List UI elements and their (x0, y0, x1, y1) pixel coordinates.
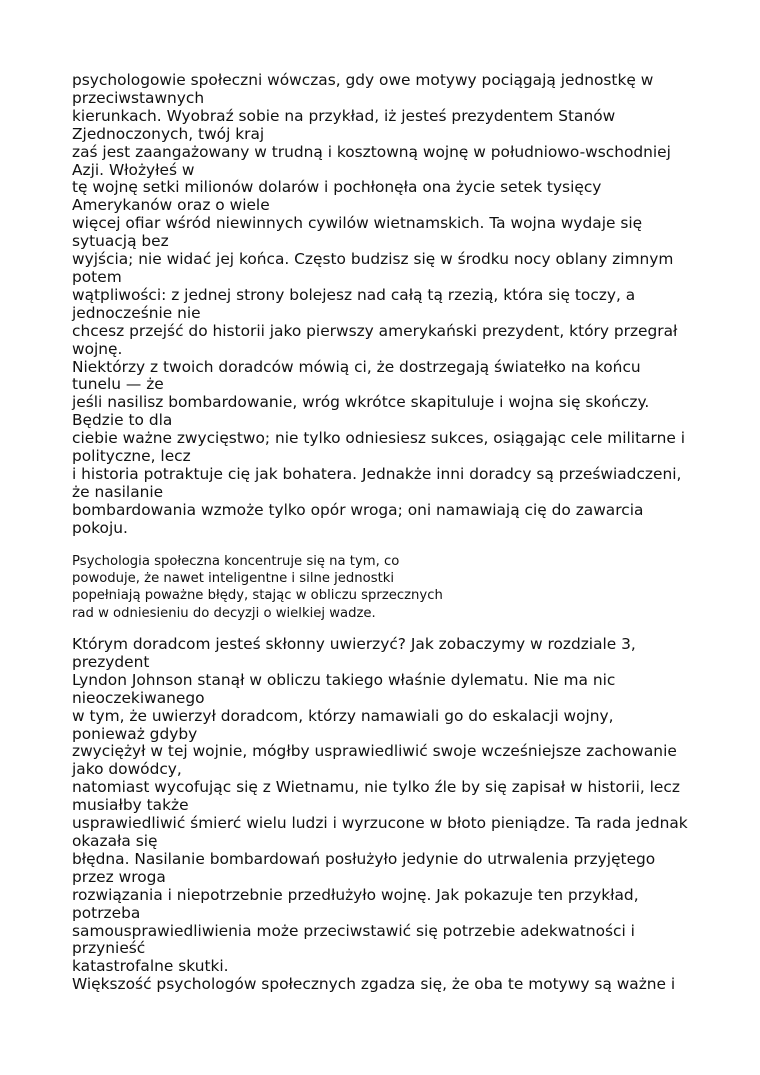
text-line: katastrofalne skutki. (72, 957, 229, 976)
callout-text (72, 553, 700, 622)
text-line: błędna. Nasilanie bombardowań posłużyło jedynie do utrwalenia przyjętego (72, 849, 656, 868)
text-line: jeśli nasilisz bombardowanie, wróg wkrótce skapituluje i wojna się skończy. (72, 393, 650, 412)
text-line: zwyciężył w tej wojnie, mógłby usprawiedliwić swoje wcześniejsze zachowanie (72, 742, 677, 761)
text-line: Będzie to dla (72, 411, 173, 430)
text-line: okazała się (72, 831, 158, 850)
text-line: przynieść (72, 939, 146, 958)
text-line: prezydent (72, 652, 150, 671)
text-line: popełniają poważne błędy, stając w obliczu sprzecznych (72, 588, 443, 604)
text-line: wojnę. (72, 339, 123, 358)
text-line: rad w odniesieniu do decyzji o wielkiej wadze. (72, 605, 376, 621)
text-line: i historia potraktuje cię jak bohatera. Jednakże inni doradcy są przeświadczeni, (72, 464, 682, 483)
paragraph-1 (72, 72, 700, 538)
text-line: przeciwstawnych (72, 88, 205, 107)
text-line: polityczne, lecz (72, 447, 191, 466)
text-line: bombardowania wzmoże tylko opór wroga; oni namawiają cię do zawarcia (72, 500, 644, 519)
text-line: natomiast wycofując się z Wietnamu, nie tylko źle by się zapisał w historii, lecz (72, 778, 680, 797)
text-line: jednocześnie nie (72, 303, 201, 322)
text-line: pokoju. (72, 518, 128, 537)
text-line: Którym doradcom jesteś skłonny uwierzyć? Jak zobaczymy w rozdziale 3, (72, 635, 636, 653)
text-line: wątpliwości: z jednej strony bolejesz nad całą tą rzezią, która się toczy, a (72, 285, 636, 304)
text-line: Większość psychologów społecznych zgadza się, że oba te motywy są ważne i (72, 975, 676, 994)
text-line: Amerykanów oraz o wiele (72, 196, 270, 215)
text-line: tunelu — że (72, 375, 164, 394)
text-line: samousprawiedliwienia może przeciwstawić się potrzebie adekwatności i (72, 921, 635, 940)
text-line: psychologowie społeczni wówczas, gdy owe motywy pociągają jednostkę w (72, 71, 654, 89)
text-line: tę wojnę setki milionów dolarów i pochłonęła ona życie setek tysięcy (72, 178, 602, 197)
text-line: Niektórzy z twoich doradców mówią ci, że dostrzegają światełko na końcu (72, 357, 641, 376)
text-line: w tym, że uwierzył doradcom, którzy namawiali go do eskalacji wojny, (72, 706, 614, 725)
text-line: ciebie ważne zwycięstwo; nie tylko odniesiesz sukces, osiągając cele militarne i (72, 429, 685, 448)
text-line: jako dowódcy, (72, 760, 182, 779)
text-line: Azji. Włożyłeś w (72, 160, 195, 179)
text-line: rozwiązania i niepotrzebnie przedłużyło wojnę. Jak pokazuje ten przykład, (72, 885, 639, 904)
text-line: więcej ofiar wśród niewinnych cywilów wietnamskich. Ta wojna wydaje się (72, 214, 643, 233)
text-line: chcesz przejść do historii jako pierwszy amerykański prezydent, który przegrał (72, 321, 678, 340)
text-line: usprawiedliwić śmierć wielu ludzi i wyrzucone w błoto pieniądze. Ta rada jednak (72, 814, 688, 833)
text-line: wyjścia; nie widać jej końca. Często budzisz się w środku nocy oblany zimnym (72, 250, 674, 269)
text-line: Psychologia społeczna koncentruje się na tym, co (72, 554, 400, 569)
text-line: Lyndon Johnson stanął w obliczu takiego właśnie dylematu. Nie ma nic (72, 670, 616, 689)
text-line: że nasilanie (72, 482, 164, 501)
text-line: kierunkach. Wyobraź sobie na przykład, iż jesteś prezydentem Stanów (72, 106, 616, 125)
text-line: przez wroga (72, 867, 166, 886)
text-line: sytuacją bez (72, 232, 169, 251)
paragraph-2 (72, 636, 700, 994)
text-line: zaś jest zaangażowany w trudną i kosztowną wojnę w południowo-wschodniej (72, 142, 671, 161)
text-line: ponieważ gdyby (72, 724, 198, 743)
text-line: potem (72, 267, 122, 286)
text-line: potrzeba (72, 903, 141, 922)
text-line: powoduje, że nawet inteligentne i silne jednostki (72, 571, 395, 587)
text-line: musiałby także (72, 796, 189, 815)
text-line: nieoczekiwanego (72, 688, 205, 707)
text-line: Zjednoczonych, twój kraj (72, 124, 265, 143)
